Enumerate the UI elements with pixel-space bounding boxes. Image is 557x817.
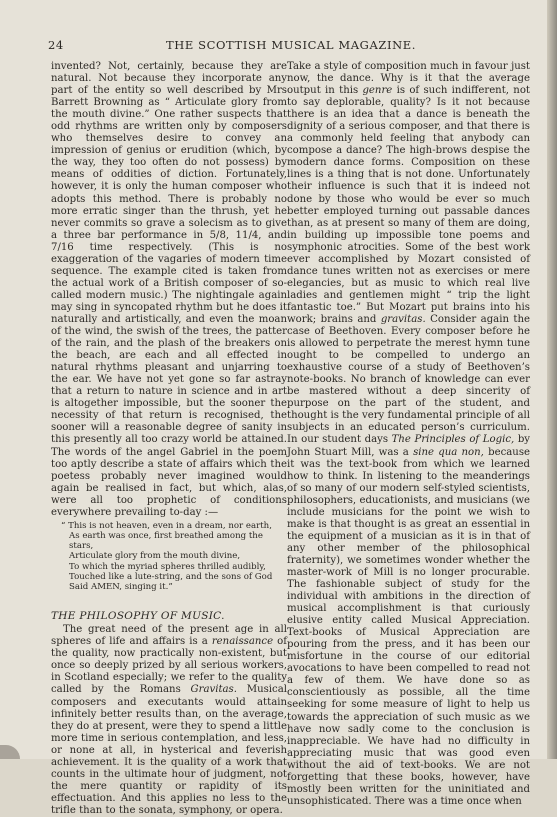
italic-term: genre [362,85,393,97]
poem-line: “ This is not heaven, even in a dream, nor earth, [61,520,272,531]
poem-line: As earth was once, first breathed among the stars, [69,530,263,552]
italic-term: gravitas. [380,313,426,325]
text-run: Musical composers and executants would attain infinitely better results than, on the average, they do at present, were they to spend a little more time in serious contemplation, and less, or none at all, in hysterical and feverish achievement. It is the quality of a work that counts in the ultimate hour of judgment, not the mere quantity or rapidity of its effectuation. And this applies no less to the trifle than to the sonata, symphony, or opera. [51,684,287,816]
italic-term: sine qua non, [413,446,484,458]
text-run: The great need of the present age in all spheres of life and affairs is a [51,624,287,648]
paragraph-rhythm: invented? Not, certainly, because they are natural. Not because they incorporate any part of the entity so well described by Mrs Barrett Browning as “ Articulate glory from the mouth divine.” One rather suspects that odd rhythms are written only by composers who themselves desire to convey an impression of genius or erudition (which, by the way, they too often do not possess) by means of oddities of diction. Fortunately, however, it is only the human composer who adopts this method. There is probably no more erratic singer than the thrush, yet he never commits so grave a solecism as to give a three bar performance in 5/8, 11/4, and 7/16 time respectively. (This is no exaggeration of the vagaries of modern time sequence. The example cited is taken from the actual work of a British composer of so-called modern music.) The nightingale again may sing in syncopated rhythm but he does it naturally and artistically, and even the moan of the wind, the swish of the trees, the patter of the rain, and the plash of the breakers on the beach, are each and all effected in natural rhythms pleasant and unjarring to the ear. We have not yet gone so far astray that a return to nature in science and in art is altogether impossible, but the sooner the necessity of that return is recognised, the sooner will a reasonable degree of sanity in this presently all too crazy world be attained. The words of the angel Gabriel in the poem too aptly describe a state of affairs which the poetess probably never imagined would again be realised in fact, but which, alas, were all too prophetic of conditions everywhere prevailing to-day :— [51,61,287,518]
poem-line: Said AMEN, singing it.” [69,582,173,592]
poem-line: Touched like a lute-string, and the sons of God [69,571,273,582]
scan-corner-mark [0,745,20,759]
text-run: of the quality, now practically non-existent, but once so deeply prized by all serious workers, in Scotland especially; we refer to the quality called by the Romans [51,636,288,696]
paragraph-philosophy [51,624,287,817]
page-header [48,38,528,52]
page-number: 24 [48,38,64,52]
text-run: because it was the text-book from which we learned how to think. In listening to the meanderings of so many of our modern self-styled scientists, philosophers, educationists, and musicians (we include musicians for the point we wish to make is that thought is as great an essential in the equipment of a musician as it is in that of any other member of the philosophical fraternity), we sometimes wonder whether the master-work of Mill is no longer procurable. The fashionable subject of study for the individual with ambitions in the direction of musical accomplishment is that curiously elusive entity called Musical Appreciation. Text-books of Musical Appreciation are pouring from the press, and it has been our misfortune in the course of our editorial avocations to have been compelled to read not a few of them. We have done so as conscientiously as possible, all the time seeking for some measure of light to help us towards the appreciation of such music as we have now sadly come to the conclusion is inappreciable. We have had no difficulty in appreciating music that was good even without the aid of text-books. We are not forgetting that these books, however, have mostly been written for the uninitiated and unsophisticated. There was a time once when [287,446,531,807]
italic-title: The Principles of Logic, [391,434,515,446]
text-run: is of such indifferent, not to say deplorable, quality? Is it not because there is an idea that a dance is beneath the dignity of a serious composer, and that there is a commonly held feeling that anybody can compose a dance? The high-brows despise the modern dance forms. Composition on these lines is a thing that is not done. Unfortunately their influence is such that it is indeed not done by those who would be ever so much better employed turning out passable dances than, as at present so many of them are doing, in building up impossible tone poems and symphonic atrocities. Some of the best work ever accomplished by Mozart consisted of dance tunes written not as exercises or mere elegancies, but as music to which real live ladies and gentlemen might “ trip the light fantastic toe.” But Mozart put brains into his work; brains and [287,85,530,325]
text-run: Consider again the case of Beethoven. Every composer before he is allowed to perpetrate the merest hymn tune ought to be compelled to undergo an exhaustive course of a study of Beethoven’s note-books. No branch of knowledge can ever be mastered without a deep sincerity of purpose on the part of the student, and thought is the very fundamental principle of all subjects in an educated person’s curriculum. In our student days [287,313,530,446]
section-heading: THE PHILOSOPHY OF MUSIC. [51,610,225,623]
left-column [51,61,287,817]
page-edge-shadow [547,0,557,759]
paragraph-dance [287,61,530,808]
running-title: THE SCOTTISH MUSICAL MAGAZINE. [166,38,417,52]
text-run: by John Stuart Mill, was a [287,434,531,458]
poem-line: Articulate glory from the mouth divine, [69,551,241,562]
text-run: Take a style of composition much in favour just now, the dance. Why is it that the average output in this [287,61,530,97]
italic-term: Gravitas. [190,684,237,696]
right-column [287,61,530,808]
poem-line: To which the myriad spheres thrilled audibly, [69,561,266,572]
poem-quotation [61,521,287,592]
italic-term: renaissance [211,636,274,648]
